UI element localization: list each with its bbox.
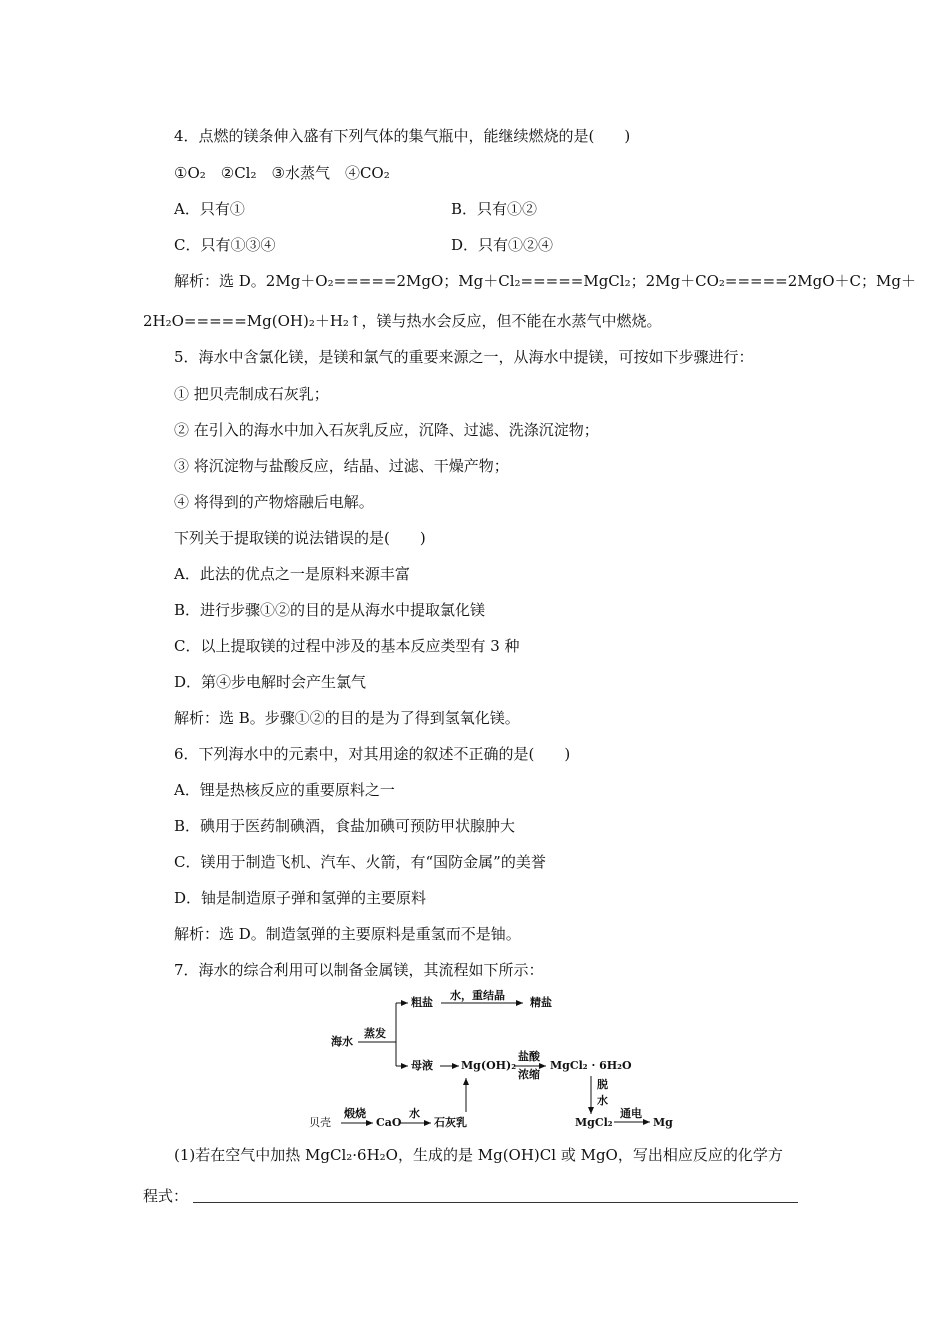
flow-mgcl2-6h2o: MgCl₂ · 6H₂O <box>550 1059 632 1072</box>
flow-hcl: 盐酸 <box>518 1050 540 1063</box>
flow-mother-liquor: 母液 <box>411 1059 433 1072</box>
flow-mgcl2: MgCl₂ <box>575 1116 613 1129</box>
flow-cao: CaO <box>376 1116 402 1129</box>
q5-option-d: D．第④步电解时会产生氯气 <box>174 673 367 691</box>
q5-question: 下列关于提取镁的说法错误的是( ) <box>174 529 426 547</box>
q4-option-a: A．只有① <box>174 200 245 218</box>
flow-mgoh2: Mg(OH)₂ <box>461 1059 517 1072</box>
flow-refined-salt: 精盐 <box>530 996 552 1009</box>
flow-electrolysis: 通电 <box>620 1107 642 1120</box>
q4-analysis-line2: 2H₂O=====Mg(OH)₂＋H₂↑，镁与热水会反应，但不能在水蒸气中燃烧。 <box>143 312 662 330</box>
q5-step-2: ② 在引入的海水中加入石灰乳反应，沉降、过滤、洗涤沉淀物； <box>174 421 599 439</box>
flow-water-recrystallize: 水，重结晶 <box>450 989 505 1002</box>
q5-analysis: 解析：选 B。步骤①②的目的是为了得到氢氧化镁。 <box>174 709 520 727</box>
q6-option-b: B．碘用于医药制碘酒，食盐加碘可预防甲状腺肿大 <box>174 817 516 835</box>
flow-calcine: 煅烧 <box>344 1107 366 1120</box>
q5-step-1: ① 把贝壳制成石灰乳； <box>174 385 329 403</box>
q6-analysis: 解析：选 D。制造氢弹的主要原料是重氢而不是铀。 <box>174 925 521 943</box>
flow-concentrate: 浓缩 <box>518 1068 540 1081</box>
q5-option-c: C．以上提取镁的过程中涉及的基本反应类型有 3 种 <box>174 637 520 655</box>
flow-crude-salt: 粗盐 <box>411 996 433 1009</box>
q7-subquestion-1-answer-label: 程式： <box>143 1187 189 1205</box>
q5-option-a: A．此法的优点之一是原料来源丰富 <box>174 565 410 583</box>
q7-stem: 7．海水的综合利用可以制备金属镁，其流程如下所示： <box>174 961 544 979</box>
q7-subquestion-1: (1)若在空气中加热 MgCl₂·6H₂O，生成的是 Mg(OH)Cl 或 MgO，写出相应反应的化学方 <box>174 1146 783 1164</box>
q5-step-4: ④ 将得到的产物熔融后电解。 <box>174 493 374 511</box>
q4-analysis-line1: 解析：选 D。2Mg＋O₂=====2MgO；Mg＋Cl₂=====MgCl₂；2Mg＋CO₂=====2MgO＋C；Mg＋ <box>174 272 916 290</box>
q5-stem: 5．海水中含氯化镁，是镁和氯气的重要来源之一，从海水中提镁，可按如下步骤进行： <box>174 348 754 366</box>
q6-option-a: A．锂是热核反应的重要原料之一 <box>174 781 395 799</box>
q4-option-d: D．只有①②④ <box>451 236 554 254</box>
flow-water: 水 <box>409 1107 420 1120</box>
q5-step-3: ③ 将沉淀物与盐酸反应，结晶、过滤、干燥产物； <box>174 457 509 475</box>
q6-option-c: C．镁用于制造飞机、汽车、火箭，有“国防金属”的美誉 <box>174 853 546 871</box>
q5-option-b: B．进行步骤①②的目的是从海水中提取氯化镁 <box>174 601 486 619</box>
q4-items: ①O₂ ②Cl₂ ③水蒸气 ④CO₂ <box>174 164 390 182</box>
q4-option-c: C．只有①③④ <box>174 236 276 254</box>
q6-option-d: D．铀是制造原子弹和氢弹的主要原料 <box>174 889 427 907</box>
flow-seawater: 海水 <box>331 1035 353 1048</box>
flow-shell: 贝壳 <box>309 1116 331 1129</box>
flow-evaporate: 蒸发 <box>364 1027 386 1040</box>
flow-lime-milk: 石灰乳 <box>434 1116 467 1129</box>
flow-mg: Mg <box>653 1116 673 1129</box>
flow-dehydrate-1: 脱 <box>597 1078 608 1091</box>
q6-stem: 6．下列海水中的元素中，对其用途的叙述不正确的是( ) <box>174 745 571 763</box>
q4-option-b: B．只有①② <box>451 200 538 218</box>
answer-blank-line <box>193 1202 798 1203</box>
q4-stem: 4．点燃的镁条伸入盛有下列气体的集气瓶中，能继续燃烧的是( ) <box>174 127 631 145</box>
flow-dehydrate-2: 水 <box>597 1094 608 1107</box>
